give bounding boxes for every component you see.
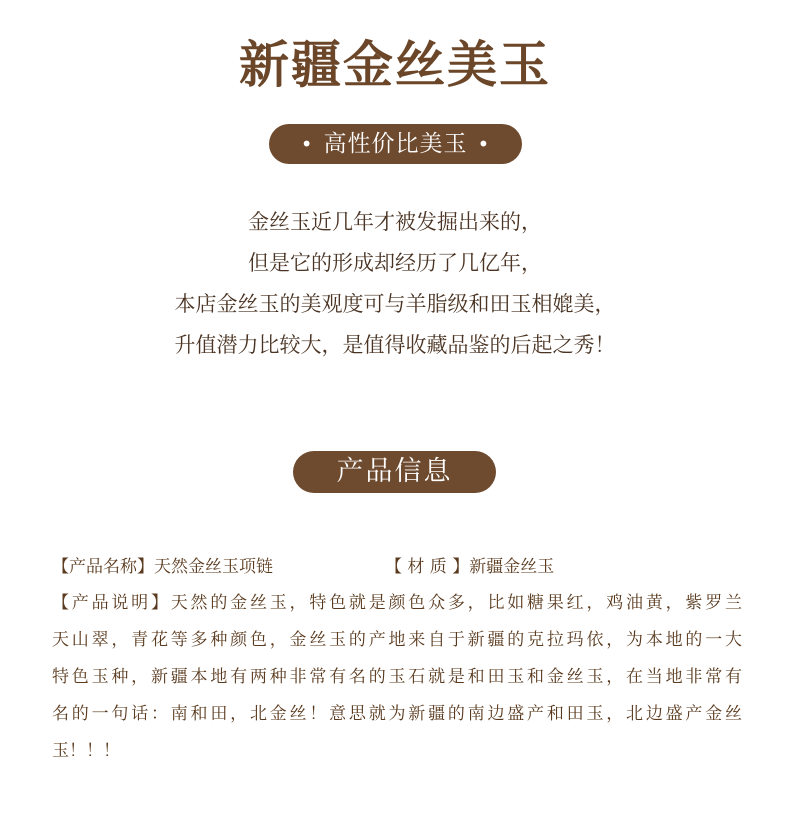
description-line xyxy=(52,585,742,622)
intro-line: 金丝玉近几年才被发掘出来的， xyxy=(248,210,542,234)
section-title-badge xyxy=(293,451,496,493)
description-label: 【产品说明】 xyxy=(52,593,171,613)
page-title: 新疆金丝美玉 xyxy=(239,35,551,94)
description-line: 特色玉种，新疆本地有两种非常有名的玉石就是和田玉和金丝玉，在当地非常有 xyxy=(52,667,742,687)
bullet-dot-right: • xyxy=(477,132,491,156)
product-info-row xyxy=(52,553,742,581)
product-name-value: 天然金丝玉项链 xyxy=(154,557,273,577)
product-info xyxy=(52,553,742,770)
material-label: 【 材 质 】 xyxy=(385,557,470,577)
bullet-dot-left: • xyxy=(300,132,314,156)
material-field xyxy=(385,553,554,581)
description-line: 天山翠，青花等多种颜色，金丝玉的产地来自于新疆的克拉玛依，为本地的一大 xyxy=(52,630,742,650)
material-value: 新疆金丝玉 xyxy=(469,557,555,577)
intro-line: 本店金丝玉的美观度可与羊脂级和田玉相媲美， xyxy=(174,292,616,316)
section-title: 产品信息 xyxy=(336,456,453,487)
subtitle-text: 高性价比美玉 xyxy=(323,131,468,157)
intro-line: 但是它的形成却经历了几亿年， xyxy=(248,251,542,275)
description-line: 名的一句话：南和田，北金丝！意思就为新疆的南边盛产和田玉，北边盛产金丝 xyxy=(52,704,742,724)
description-line: 玉！！！ xyxy=(52,741,120,761)
intro-line: 升值潜力比较大，是值得收藏品鉴的后起之秀！ xyxy=(174,333,616,357)
intro-paragraph xyxy=(0,202,790,366)
product-name-label: 【产品名称】 xyxy=(52,557,154,577)
product-description xyxy=(52,585,742,770)
description-text: 天然的金丝玉，特色就是颜色众多，比如糖果红，鸡油黄，紫罗兰 xyxy=(170,593,742,613)
subtitle-badge xyxy=(269,124,522,164)
